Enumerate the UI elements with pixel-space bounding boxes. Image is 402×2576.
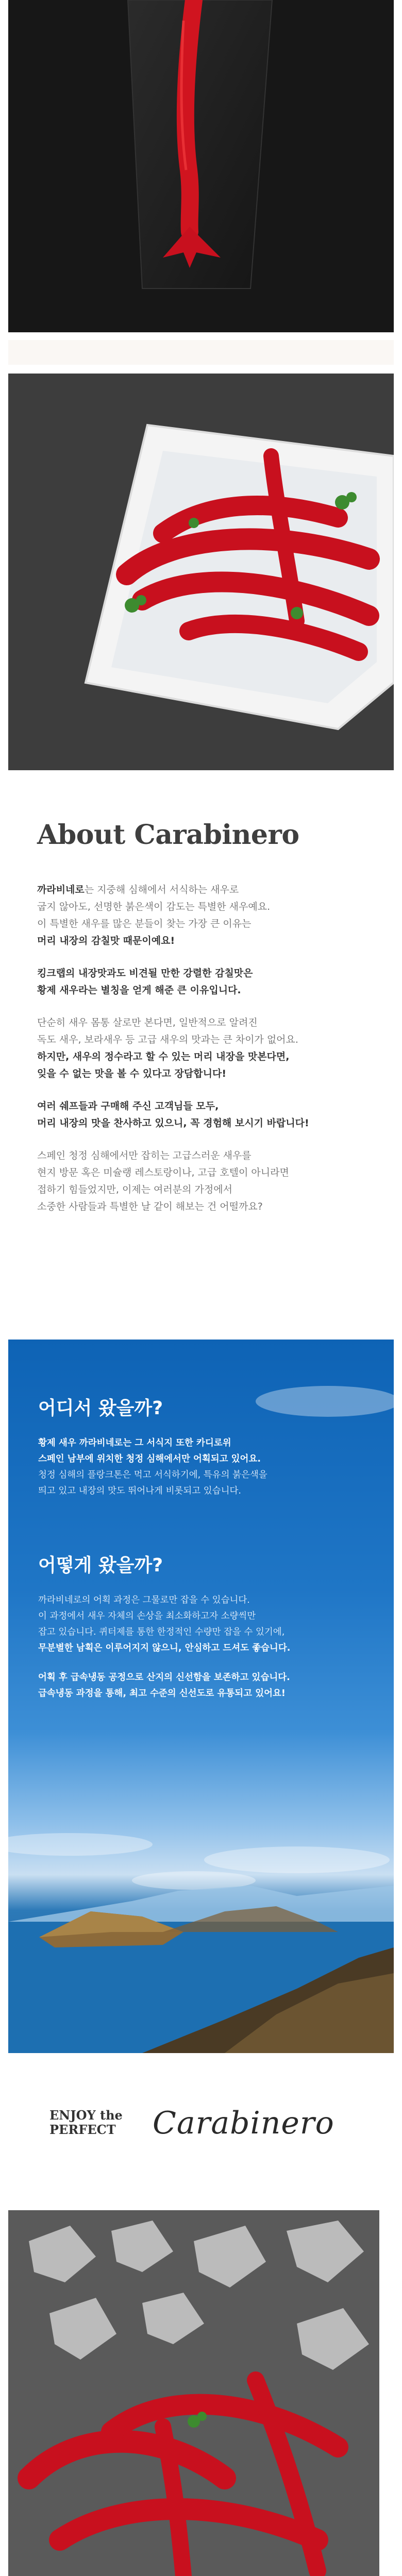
- about-paragraph-2: 킹크랩의 내장맛과도 비견될 만한 강렬한 감칠맛은 황제 새우라는 별칭을 얻게 해준 큰 이유입니다.: [37, 968, 253, 996]
- enjoy-logo-lockup: [49, 2097, 369, 2148]
- shrimp-on-ice-photo: [8, 2210, 379, 2576]
- journey-freezing-text: 어획 후 급속냉동 공정으로 산지의 신선함을 보존하고 있습니다. 급속냉동 과정을 통해, 최고 수준의 신선도로 유통되고 있어요!: [38, 1672, 290, 1699]
- shrimp-plate-photo: [8, 374, 394, 770]
- origin-text: 황제 새우 까라비네로는 그 서식지 또한 카디로위 스페인 남부에 위치한 청정 심해에서만 어획되고 있어요. 청정 심해의 플랑크톤은 먹고 서식하기에, 특유의 붉은색을 띄고 있고 내장의 맛도 뛰어나게 비롯되고 있습니다.: [38, 1438, 267, 1496]
- shrimp-plate-illustration: [8, 374, 394, 770]
- origin-block: [38, 1394, 368, 1513]
- shrimp-on-slate-photo: [8, 0, 394, 332]
- journey-text: 까라비네로의 어획 과정은 그물로만 잡을 수 있습니다. 이 과정에서 새우 자체의 손상을 최소화하고자 소량씩만 잡고 있습니다. 퀴터제를 통한 한정적인 수량만 잡을 수 있기에, 무분별한 남획은 이루어지지 않으니, 안심하고 드셔도 좋습니다.: [38, 1595, 291, 1653]
- carabinero-script-logo: Carabinero: [153, 2105, 334, 2141]
- about-paragraph-3: 단순히 새우 몸통 살로만 본다면, 일반적으로 알려진 독도 새우, 보라새우 등 고급 새우의 맛과는 큰 차이가 없어요. 하지만, 새우의 정수라고 할 수 있는 머리 내장을 맛본다면, 잊을 수 없는 맛을 볼 수 있다고 장담합니다!: [37, 1017, 298, 1079]
- about-section: [37, 819, 367, 1231]
- section-divider: [8, 340, 394, 365]
- about-paragraph-4: 여러 쉐프들과 구매해 주신 고객님들 모두, 머리 내장의 맛을 찬사하고 있으니, 꼭 경험해 보시기 바랍니다!: [37, 1100, 309, 1129]
- journey-block: [38, 1551, 368, 1715]
- origin-heading: 어디서 왔을까?: [38, 1398, 163, 1419]
- journey-heading: 어떻게 왔을까?: [38, 1555, 163, 1576]
- shrimp-ice-illustration: [8, 2210, 379, 2576]
- carabinero-name: 까라비네로: [37, 884, 85, 895]
- about-paragraph-5: 스페인 청정 심해에서만 잡히는 고급스러운 새우를 현지 방문 혹은 미슐랭 레스토랑이나, 고급 호텔이 아니라면 접하기 힘들었지만, 이제는 여러분의 가정에서 소중한 사람들과 특별한 날 같이 해보는 건 어떨까요?: [37, 1150, 289, 1212]
- about-paragraph-1: 까라비네로는 지중해 심해에서 서식하는 새우로 굽지 않아도, 선명한 붉은색이 감도는 특별한 새우예요. 이 특별한 새우를 많은 분들이 찾는 가장 큰 이유는 머리 내장의 감칠맛 때문이예요!: [37, 884, 271, 946]
- enjoy-small-text: ENJOY the PERFECT: [49, 2108, 123, 2137]
- about-title: About Carabinero: [37, 819, 299, 851]
- shrimp-slate-illustration: [8, 0, 394, 332]
- origin-section: [8, 1340, 394, 2053]
